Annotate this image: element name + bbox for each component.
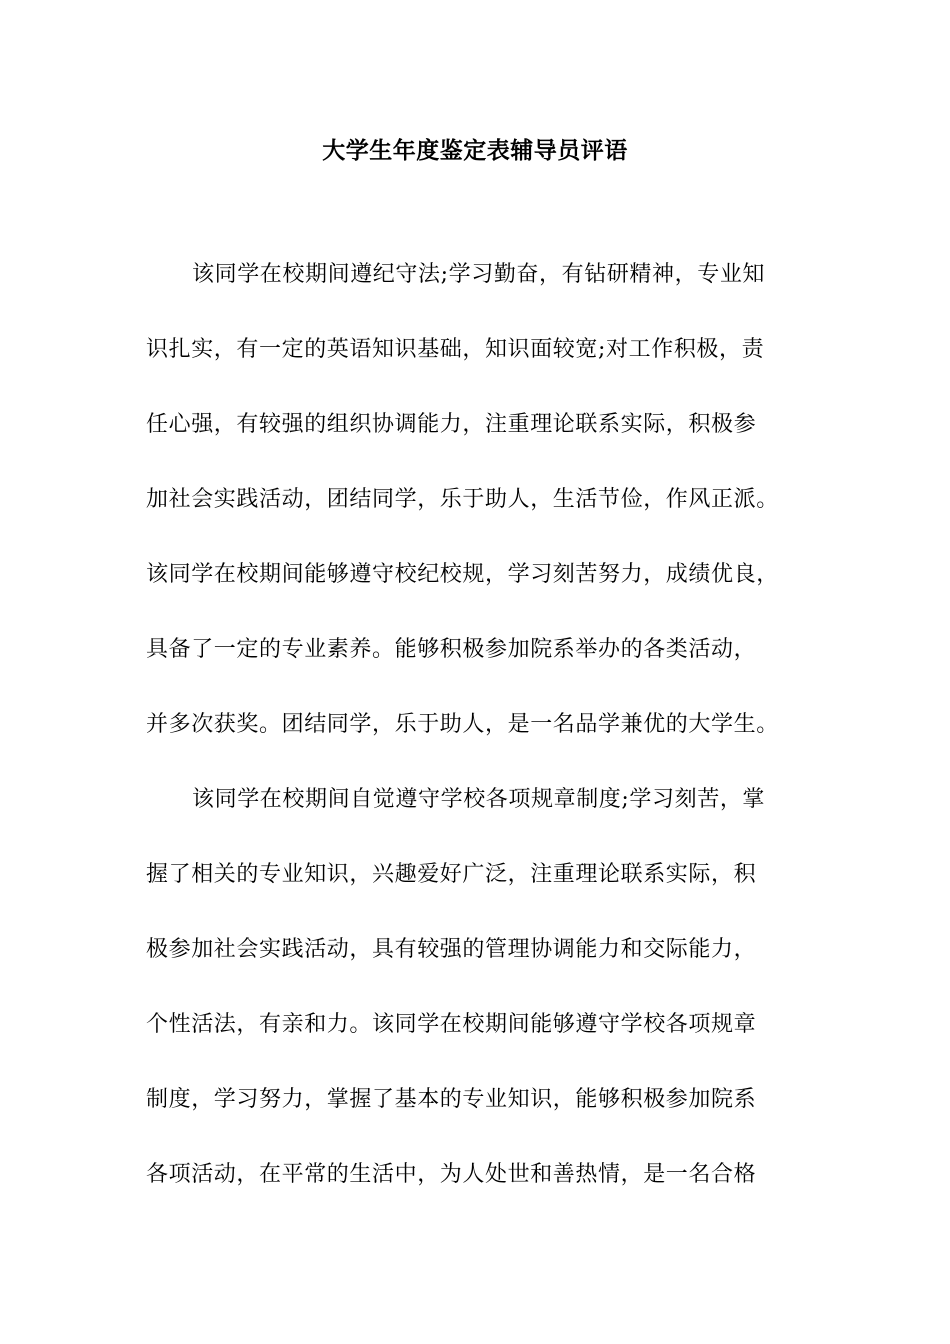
body-line-9: 握了相关的专业知识，兴趣爱好广泛，注重理论联系实际，积 <box>146 862 757 887</box>
body-line-10: 极参加社会实践活动，具有较强的管理协调能力和交际能力， <box>146 937 757 962</box>
document-title: 大学生年度鉴定表辅导员评语 <box>322 137 628 164</box>
body-line-7: 并多次获奖。团结同学，乐于助人，是一名品学兼优的大学生。 <box>146 712 779 737</box>
body-line-3: 任心强，有较强的组织协调能力，注重理论联系实际，积极参 <box>146 412 757 437</box>
body-line-5: 该同学在校期间能够遵守校纪校规，学习刻苦努力，成绩优良， <box>146 562 779 587</box>
body-line-2: 识扎实，有一定的英语知识基础，知识面较宽;对工作积极，责 <box>146 337 765 362</box>
body-line-13: 各项活动，在平常的生活中，为人处世和善热情，是一名合格 <box>146 1162 757 1187</box>
body-line-8: 该同学在校期间自觉遵守学校各项规章制度;学习刻苦，掌 <box>192 787 766 812</box>
body-line-11: 个性活法，有亲和力。该同学在校期间能够遵守学校各项规章 <box>146 1012 757 1037</box>
body-line-4: 加社会实践活动，团结同学，乐于助人，生活节俭，作风正派。 <box>146 487 779 512</box>
body-line-1: 该同学在校期间遵纪守法;学习勤奋，有钻研精神，专业知 <box>192 262 766 287</box>
body-line-6: 具备了一定的专业素养。能够积极参加院系举办的各类活动， <box>146 637 757 662</box>
body-line-12: 制度，学习努力，掌握了基本的专业知识，能够积极参加院系 <box>146 1087 757 1112</box>
